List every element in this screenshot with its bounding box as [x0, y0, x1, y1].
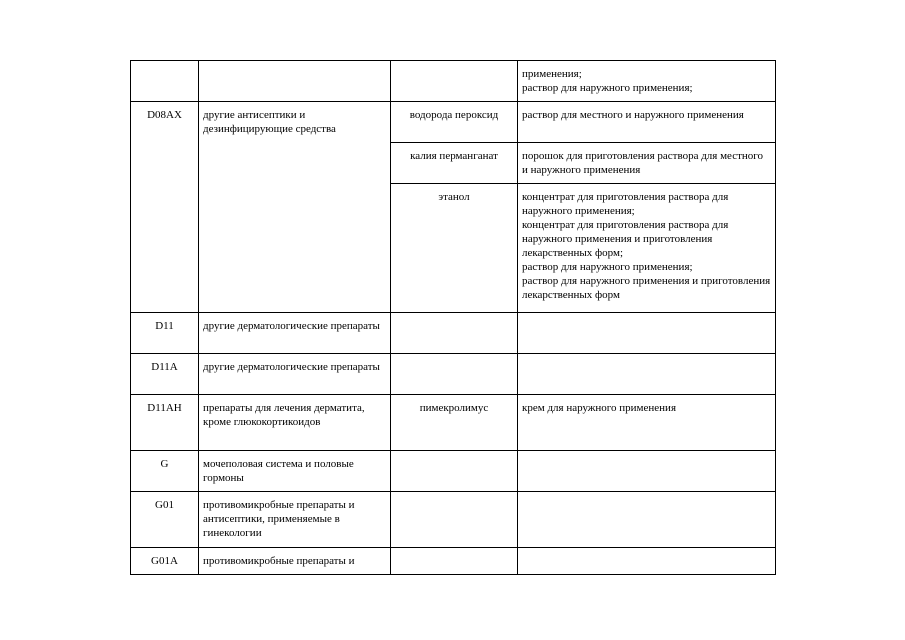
atc-code: G01 — [131, 492, 199, 548]
group-name: мочеполовая система и половые гормоны — [199, 451, 391, 492]
dosage-forms — [518, 395, 776, 451]
group-name: другие антисептики и дезинфицирующие средства — [199, 102, 391, 313]
atc-code: G01A — [131, 548, 199, 575]
dosage-form-line: концентрат для приготовления раствора для наружного применения и приготовления лекарственных форм; — [522, 219, 729, 259]
dosage-form-line: раствор для наружного применения и приготовления лекарственных форм — [522, 275, 771, 301]
dosage-forms — [518, 61, 776, 102]
table-row — [131, 492, 776, 548]
group-name: противомикробные препараты и антисептики, применяемые в гинекологии — [199, 492, 391, 548]
atc-code: G — [131, 451, 199, 492]
atc-code: D11 — [131, 313, 199, 354]
atc-code: D11A — [131, 354, 199, 395]
dosage-forms — [518, 492, 776, 548]
table-row — [131, 354, 776, 395]
drug-name: пимекролимус — [391, 395, 518, 451]
dosage-forms — [518, 184, 776, 313]
drug-table — [130, 60, 776, 575]
drug-name — [391, 451, 518, 492]
atc-code: D08AX — [131, 102, 199, 313]
dosage-forms — [518, 548, 776, 575]
drug-name: калия перманганат — [391, 143, 518, 184]
dosage-form-line: крем для наружного применения — [522, 402, 677, 414]
dosage-forms — [518, 143, 776, 184]
drug-name — [391, 313, 518, 354]
atc-code: D11AH — [131, 395, 199, 451]
drug-name — [391, 492, 518, 548]
table-row — [131, 102, 776, 143]
drug-name: водорода пероксид — [391, 102, 518, 143]
group-name: противомикробные препараты и — [199, 548, 391, 575]
table-row — [131, 313, 776, 354]
group-name: препараты для лечения дерматита, кроме глюкокортикоидов — [199, 395, 391, 451]
atc-code — [131, 61, 199, 102]
dosage-form-line: применения; — [522, 68, 582, 80]
dosage-form-line: концентрат для приготовления раствора для наружного применения; — [522, 191, 729, 217]
dosage-form-line: раствор для наружного применения; — [522, 82, 693, 94]
drug-name — [391, 548, 518, 575]
drug-name: этанол — [391, 184, 518, 313]
dosage-form-line: порошок для приготовления раствора для местного и наружного применения — [522, 150, 764, 176]
group-name: другие дерматологические препараты — [199, 313, 391, 354]
group-name — [199, 61, 391, 102]
table-row — [131, 548, 776, 575]
drug-name — [391, 354, 518, 395]
dosage-form-line: раствор для наружного применения; — [522, 261, 693, 273]
drug-name — [391, 61, 518, 102]
table-row — [131, 61, 776, 102]
dosage-forms — [518, 354, 776, 395]
table-row — [131, 395, 776, 451]
table-row — [131, 451, 776, 492]
dosage-forms — [518, 451, 776, 492]
dosage-forms — [518, 102, 776, 143]
dosage-form-line: раствор для местного и наружного применения — [522, 109, 744, 121]
dosage-forms — [518, 313, 776, 354]
group-name: другие дерматологические препараты — [199, 354, 391, 395]
